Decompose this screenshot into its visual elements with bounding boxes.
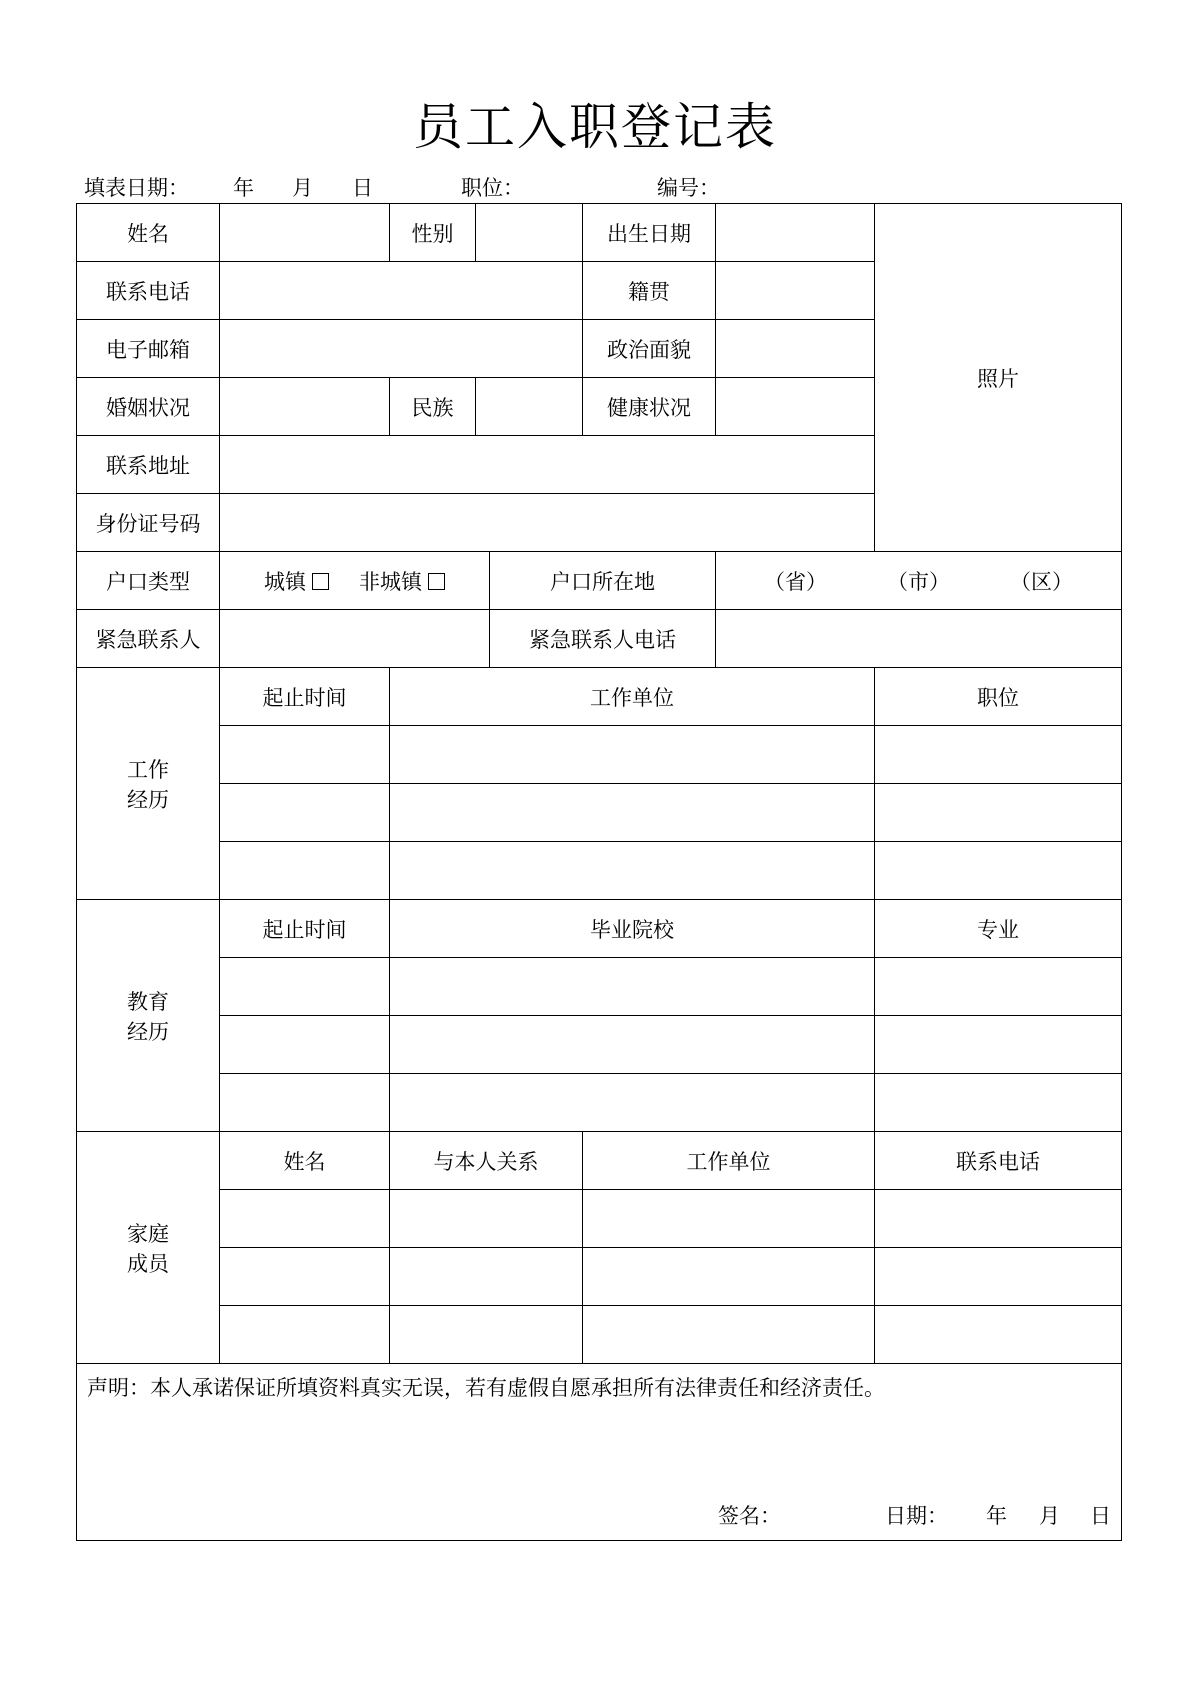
fill-date-month: 月 [292, 176, 313, 200]
input-political-status[interactable] [716, 320, 875, 378]
form-title: 员工入职登记表 [413, 98, 777, 156]
label-ethnicity: 民族 [390, 378, 476, 436]
education-col-school: 毕业院校 [390, 900, 875, 958]
urban-checkbox[interactable] [312, 573, 329, 590]
label-name: 姓名 [77, 204, 220, 262]
number-label: 编号： [657, 176, 720, 200]
work-col-employer: 工作单位 [390, 668, 875, 726]
label-phone: 联系电话 [77, 262, 220, 320]
family-header-row [77, 1132, 1122, 1190]
education-major-input[interactable] [875, 1074, 1122, 1132]
input-birth-date[interactable] [716, 204, 875, 262]
education-label-line2: 经历 [127, 1019, 169, 1044]
education-row [77, 1074, 1122, 1132]
input-name[interactable] [220, 204, 390, 262]
signature-field[interactable] [781, 1502, 885, 1530]
input-gender[interactable] [476, 204, 583, 262]
education-label-line1: 教育 [127, 989, 169, 1014]
declaration-cell [77, 1364, 1122, 1541]
education-period-input[interactable] [220, 958, 390, 1016]
label-gender: 性别 [390, 204, 476, 262]
work-section-label [77, 668, 220, 900]
row-name [77, 204, 1122, 262]
family-employer-input[interactable] [583, 1306, 875, 1364]
work-employer-input[interactable] [390, 726, 875, 784]
family-col-name: 姓名 [220, 1132, 390, 1190]
input-marital-status[interactable] [220, 378, 390, 436]
family-phone-input[interactable] [875, 1306, 1122, 1364]
label-political-status: 政治面貌 [583, 320, 716, 378]
sign-date-day: 日 [1090, 1504, 1111, 1528]
work-row [77, 784, 1122, 842]
family-label-line2: 成员 [127, 1251, 169, 1276]
education-major-input[interactable] [875, 1016, 1122, 1074]
input-phone[interactable] [220, 262, 583, 320]
label-health: 健康状况 [583, 378, 716, 436]
work-period-input[interactable] [220, 726, 390, 784]
non-urban-checkbox[interactable] [428, 573, 445, 590]
family-col-relation: 与本人关系 [390, 1132, 583, 1190]
family-employer-input[interactable] [583, 1190, 875, 1248]
family-row [77, 1190, 1122, 1248]
input-health[interactable] [716, 378, 875, 436]
label-native-place: 籍贯 [583, 262, 716, 320]
input-email[interactable] [220, 320, 583, 378]
city-label: （市） [887, 569, 950, 594]
non-urban-label: 非城镇 [359, 569, 422, 594]
input-hukou-location[interactable] [716, 552, 1122, 610]
family-relation-input[interactable] [390, 1306, 583, 1364]
family-label-line1: 家庭 [127, 1221, 169, 1246]
work-label-line2: 经历 [127, 787, 169, 812]
label-id-number: 身份证号码 [77, 494, 220, 552]
position-label: 职位： [461, 176, 524, 200]
label-emergency-phone: 紧急联系人电话 [490, 610, 716, 668]
family-section-label [77, 1132, 220, 1364]
family-name-input[interactable] [220, 1306, 390, 1364]
label-hukou-type: 户口类型 [77, 552, 220, 610]
family-col-employer: 工作单位 [583, 1132, 875, 1190]
education-col-period: 起止时间 [220, 900, 390, 958]
education-period-input[interactable] [220, 1074, 390, 1132]
input-native-place[interactable] [716, 262, 875, 320]
education-col-major: 专业 [875, 900, 1122, 958]
education-section-label [77, 900, 220, 1132]
sign-date-label: 日期： [885, 1504, 948, 1528]
fill-date-year: 年 [233, 176, 254, 200]
hukou-type-options [220, 552, 490, 610]
work-position-input[interactable] [875, 784, 1122, 842]
education-school-input[interactable] [390, 958, 875, 1016]
sign-date-month: 月 [1039, 1504, 1060, 1528]
row-hukou [77, 552, 1122, 610]
work-position-input[interactable] [875, 842, 1122, 900]
work-row [77, 842, 1122, 900]
urban-label: 城镇 [264, 569, 306, 594]
education-header-row [77, 900, 1122, 958]
work-header-row [77, 668, 1122, 726]
input-ethnicity[interactable] [476, 378, 583, 436]
work-row [77, 726, 1122, 784]
input-address[interactable] [220, 436, 875, 494]
work-employer-input[interactable] [390, 784, 875, 842]
family-name-input[interactable] [220, 1248, 390, 1306]
family-col-phone: 联系电话 [875, 1132, 1122, 1190]
sign-date-year: 年 [986, 1504, 1007, 1528]
education-school-input[interactable] [390, 1016, 875, 1074]
work-position-input[interactable] [875, 726, 1122, 784]
family-relation-input[interactable] [390, 1248, 583, 1306]
education-period-input[interactable] [220, 1016, 390, 1074]
fill-date-label: 填表日期： [84, 176, 189, 200]
row-emergency [77, 610, 1122, 668]
input-emergency-phone[interactable] [716, 610, 1122, 668]
input-id-number[interactable] [220, 494, 875, 552]
declaration-row [77, 1364, 1122, 1541]
signature-row [718, 1502, 1111, 1530]
label-address: 联系地址 [77, 436, 220, 494]
work-col-period: 起止时间 [220, 668, 390, 726]
input-emergency-contact[interactable] [220, 610, 490, 668]
family-phone-input[interactable] [875, 1248, 1122, 1306]
work-employer-input[interactable] [390, 842, 875, 900]
work-period-input[interactable] [220, 842, 390, 900]
education-row [77, 958, 1122, 1016]
family-relation-input[interactable] [390, 1190, 583, 1248]
education-school-input[interactable] [390, 1074, 875, 1132]
education-row [77, 1016, 1122, 1074]
work-label-line1: 工作 [127, 757, 169, 782]
photo-box[interactable]: 照片 [875, 204, 1122, 552]
declaration-text: 声明：本人承诺保证所填资料真实无误，若有虚假自愿承担所有法律责任和经济责任。 [87, 1376, 885, 1400]
family-row [77, 1306, 1122, 1364]
district-label: （区） [1010, 569, 1073, 594]
registration-form-table [76, 203, 1122, 1541]
label-emergency-contact: 紧急联系人 [77, 610, 220, 668]
family-name-input[interactable] [220, 1190, 390, 1248]
label-email: 电子邮箱 [77, 320, 220, 378]
signature-label: 签名： [718, 1504, 781, 1528]
label-marital-status: 婚姻状况 [77, 378, 220, 436]
family-row [77, 1248, 1122, 1306]
education-major-input[interactable] [875, 958, 1122, 1016]
label-hukou-location: 户口所在地 [490, 552, 716, 610]
label-birth-date: 出生日期 [583, 204, 716, 262]
family-employer-input[interactable] [583, 1248, 875, 1306]
work-col-position: 职位 [875, 668, 1122, 726]
work-period-input[interactable] [220, 784, 390, 842]
fill-date-day: 日 [352, 176, 373, 200]
family-phone-input[interactable] [875, 1190, 1122, 1248]
province-label: （省） [764, 569, 827, 594]
